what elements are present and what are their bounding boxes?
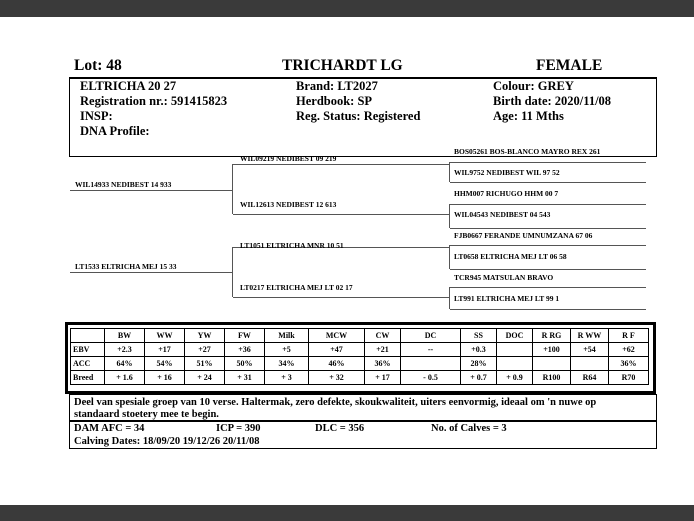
- ebv-cell: +100: [533, 343, 571, 357]
- pedigree-dam-dam: LT0217 ELTRICHA MEJ LT 02 17: [240, 283, 353, 292]
- comments-line-1: Deel van spesiale groep van 10 verse. Haltermak, zero defekte, skoukwaliteit, uiters eenvormig, ideaal om 'n nuwe op: [74, 397, 597, 408]
- ebv-row: [71, 357, 649, 371]
- lot-number: Lot: 48: [74, 57, 122, 74]
- ebv-row-label: EBV: [71, 343, 105, 357]
- icp: ICP = 390: [216, 423, 261, 434]
- pedigree-sdd: WIL04543 NEDIBEST 04 543: [454, 210, 551, 219]
- pedigree-sire: WIL14933 NEDIBEST 14 933: [75, 180, 172, 189]
- ebv-cell: +54: [571, 343, 609, 357]
- dam-afc: DAM AFC = 34: [74, 423, 145, 434]
- top-dark-bar: [0, 0, 694, 17]
- ebv-cell: 46%: [309, 357, 365, 371]
- ebv-cell: 36%: [365, 357, 401, 371]
- ebv-cell: [571, 357, 609, 371]
- ebv-cell: 64%: [105, 357, 145, 371]
- ebv-header-cell: R WW: [571, 329, 609, 343]
- registration-number: Registration nr.: 591415823: [80, 94, 228, 108]
- age: Age: 11 Mths: [493, 109, 564, 123]
- bottom-dark-bar: [0, 505, 694, 521]
- ebv-cell: [401, 357, 461, 371]
- ebv-cell: R70: [609, 371, 649, 385]
- pedigree-sire-sire: WIL09219 NEDIBEST 09 219: [240, 154, 337, 163]
- ebv-header-cell: WW: [145, 329, 185, 343]
- dna-profile-label: DNA Profile:: [80, 124, 150, 138]
- ebv-header-cell: Milk: [265, 329, 309, 343]
- ebv-cell: +17: [145, 343, 185, 357]
- ebv-cell: + 17: [365, 371, 401, 385]
- ebv-cell: 36%: [609, 357, 649, 371]
- ebv-header-cell: CW: [365, 329, 401, 343]
- ebv-cell: + 32: [309, 371, 365, 385]
- ebv-cell: [533, 357, 571, 371]
- pedigree-dam-sire: LT1051 ELTRICHA MNR 10 51: [240, 241, 344, 250]
- insp-label: INSP:: [80, 109, 113, 123]
- ebv-cell: + 0.7: [461, 371, 497, 385]
- birth-date: Birth date: 2020/11/08: [493, 94, 612, 108]
- ebv-cell: +47: [309, 343, 365, 357]
- ebv-header-cell: R F: [609, 329, 649, 343]
- ebv-cell: --: [401, 343, 461, 357]
- ebv-cell: - 0.5: [401, 371, 461, 385]
- ebv-cell: [497, 343, 533, 357]
- ebv-cell: +0.3: [461, 343, 497, 357]
- ebv-header-cell: DC: [401, 329, 461, 343]
- pedigree-sss: BOS05261 BOS-BLANCO MAYRO REX 261: [454, 147, 601, 156]
- comments-line-2: standaard stoetery mee te begin.: [74, 409, 219, 420]
- ebv-header-cell: FW: [225, 329, 265, 343]
- ebv-cell: + 3: [265, 371, 309, 385]
- ebv-cell: 50%: [225, 357, 265, 371]
- ebv-header-cell: BW: [105, 329, 145, 343]
- pedigree-dds: TCR945 MATSULAN BRAVO: [454, 273, 554, 282]
- ebv-row: [71, 343, 649, 357]
- ebv-cell: +2.3: [105, 343, 145, 357]
- ebv-cell: +62: [609, 343, 649, 357]
- ebv-cell: + 0.9: [497, 371, 533, 385]
- ebv-header-cell: DOC: [497, 329, 533, 343]
- ebv-header-cell: YW: [185, 329, 225, 343]
- pedigree-ssd: WIL9752 NEDIBEST WIL 97 52: [454, 168, 560, 177]
- registration-status: Reg. Status: Registered: [296, 109, 421, 123]
- pedigree-dsd: LT0658 ELTRICHA MEJ LT 06 58: [454, 252, 567, 261]
- lot-sheet: [0, 17, 694, 505]
- ebv-header-cell: SS: [461, 329, 497, 343]
- pedigree-sds: HHM007 RICHUGO HHM 00 7: [454, 189, 559, 198]
- ebv-cell: 54%: [145, 357, 185, 371]
- animal-name: ELTRICHA 20 27: [80, 79, 177, 93]
- pedigree-dam: LT1533 ELTRICHA MEJ 15 33: [75, 262, 177, 271]
- ebv-row-label: Breed: [71, 371, 105, 385]
- ebv-cell: 34%: [265, 357, 309, 371]
- ebv-cell: 28%: [461, 357, 497, 371]
- ebv-cell: 51%: [185, 357, 225, 371]
- ebv-header-cell: MCW: [309, 329, 365, 343]
- pedigree-ddd: LT991 ELTRICHA MEJ LT 99 1: [454, 294, 560, 303]
- ebv-cell: +27: [185, 343, 225, 357]
- ebv-row-label: ACC: [71, 357, 105, 371]
- animal-sex: FEMALE: [536, 57, 603, 74]
- ebv-cell: +5: [265, 343, 309, 357]
- ebv-cell: +36: [225, 343, 265, 357]
- ebv-cell: [497, 357, 533, 371]
- ebv-header-cell: [71, 329, 105, 343]
- ebv-cell: +21: [365, 343, 401, 357]
- ebv-row: [71, 371, 649, 385]
- brand: Brand: LT2027: [296, 79, 378, 93]
- ebv-header-row: [71, 329, 649, 343]
- breeder-name: TRICHARDT LG: [282, 57, 403, 74]
- colour: Colour: GREY: [493, 79, 574, 93]
- ebv-cell: R64: [571, 371, 609, 385]
- ebv-cell: + 24: [185, 371, 225, 385]
- ebv-cell: + 16: [145, 371, 185, 385]
- ebv-cell: + 31: [225, 371, 265, 385]
- herdbook: Herdbook: SP: [296, 94, 373, 108]
- pedigree-sire-dam: WIL12613 NEDIBEST 12 613: [240, 200, 337, 209]
- number-of-calves: No. of Calves = 3: [431, 423, 507, 434]
- dlc: DLC = 356: [315, 423, 365, 434]
- calving-dates: Calving Dates: 18/09/20 19/12/26 20/11/08: [74, 436, 260, 447]
- ebv-table: [70, 328, 649, 385]
- ebv-cell: + 1.6: [105, 371, 145, 385]
- ebv-header-cell: R RG: [533, 329, 571, 343]
- pedigree-dss: FJB0667 FERANDE UMNUMZANA 67 06: [454, 231, 593, 240]
- ebv-cell: R100: [533, 371, 571, 385]
